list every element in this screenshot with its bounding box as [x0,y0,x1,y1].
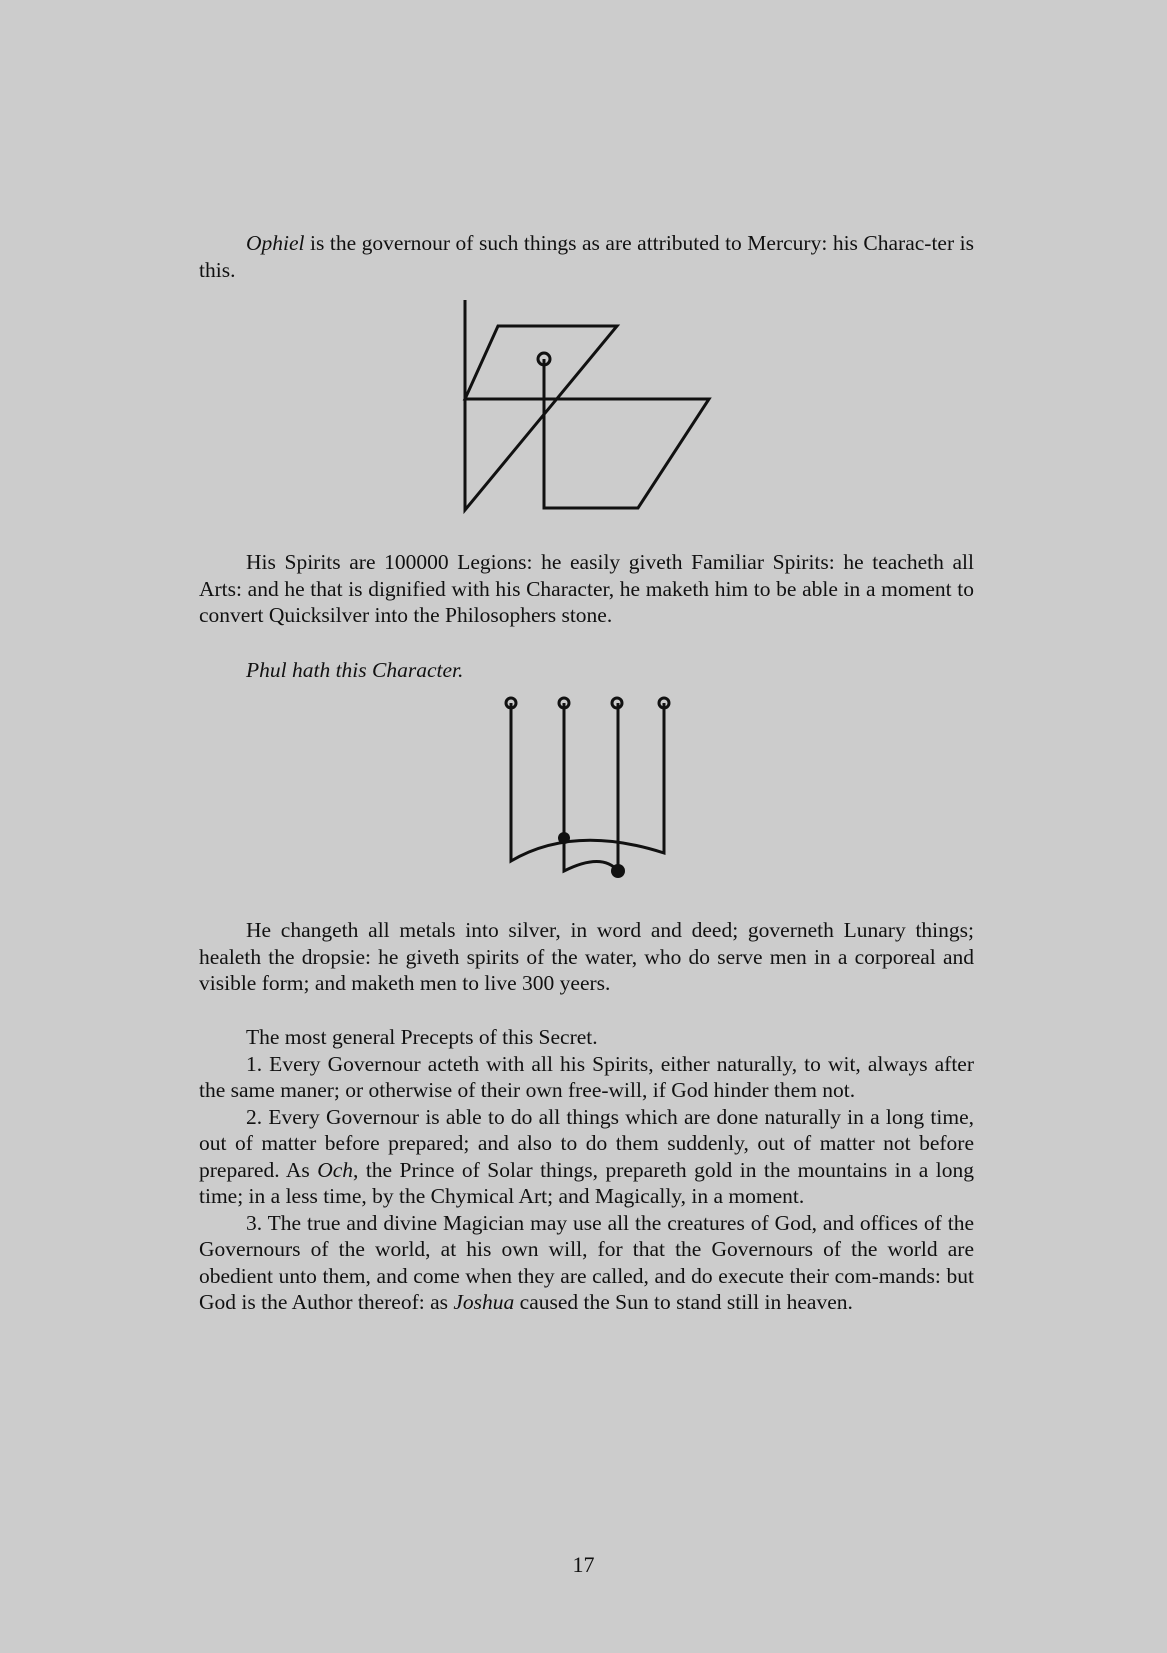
precepts-heading: The most general Precepts of this Secret. [246,1025,598,1049]
ophiel-sigil [455,298,717,516]
phul-sigil-dot-2 [611,864,625,878]
ophiel-intro [199,230,974,283]
precept-2 [199,1104,974,1210]
precepts-section [199,1024,974,1316]
precept-3-after: caused the Sun to stand still in heaven. [519,1290,853,1314]
precept-2-after: , the Prince of Solar things, prepareth gold in the mountains in a long time; in a less time, by the Chymical Art; and Magically, in a moment. [199,1157,975,1208]
phul-powers-paragraph: He changeth all metals into silver, in word and deed; governeth Lunary things; healeth the dropsie: he giveth spirits of the water, who do serve men in a corporeal and visible form; and maketh men to live 300 yeers. [199,918,974,995]
ophiel-name: Ophiel [246,231,305,255]
phul-sigil [500,693,680,883]
precept-3-before: 3. The true and divine Magician may use all the creatures of God, and offices of the Governours of the world, at his own will, for that the Governours of the world are obedient unto them, and come when they are called, and do execute their com-mands: but God is the Author thereof: as [199,1210,974,1314]
phul-caption [199,657,974,684]
phul-sigil-dot-1 [558,832,570,844]
phul-sigil-outer-stroke [511,703,664,861]
precept-2-before: 2. Every Governour is able to do all things which are done naturally in a long time, out of matter before prepared; and also to do them suddenly, out of matter not before prepared. As [199,1104,974,1182]
ophiel-spirits-paragraph: His Spirits are 100000 Legions: he easily giveth Familiar Spirits: he teacheth all Arts: and he that is dignified with his Character, he maketh him to be able in a moment to convert Quicksilver into the Philosophers stone. [199,550,974,627]
precept-1: 1. Every Governour acteth with all his Spirits, either naturally, to wit, always after the same maner; or otherwise of their own free-will, if God hinder them not. [199,1051,974,1102]
phul-sigil-inner-stroke [564,703,618,871]
precept-3 [199,1210,974,1316]
ophiel-sigil-main-stroke [465,300,709,510]
page-number: 17 [572,1552,595,1577]
precept-3-joshua: Joshua [453,1290,515,1314]
ophiel-intro-text: is the governour of such things as are attributed to Mercury: his Charac-ter is this. [199,231,974,282]
phul-caption-text: Phul hath this Character. [246,658,464,682]
precept-2-och: Och [317,1157,354,1182]
